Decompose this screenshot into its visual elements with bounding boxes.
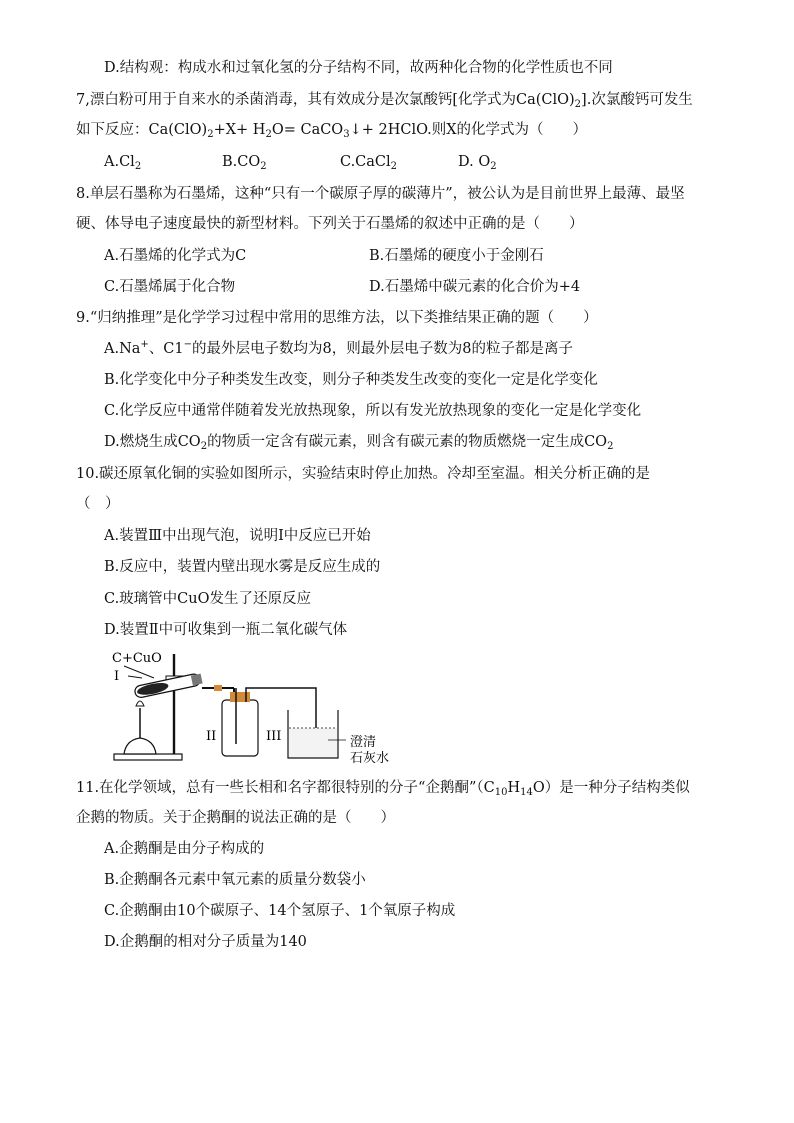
text: 硬、体导电子速度最快的新型材料。下列关于石墨烯的叙述中正确的是（ ） (76, 216, 584, 232)
text: D.燃烧生成CO (104, 434, 201, 450)
rubber-joint (214, 685, 222, 691)
q8-option-c: C.石墨烯属于化合物 (104, 279, 236, 295)
bottle-ii (222, 700, 258, 756)
limewater-label-1: 澄清 (350, 735, 377, 750)
sub: 2 (260, 161, 267, 172)
q10-stem-line1 (0, 464, 794, 484)
q7-option-a (104, 152, 222, 172)
text: A.装置Ⅲ中出现气泡，说明Ⅰ中反应已开始 (104, 528, 371, 544)
text: 的最外层电子数均为8，则最外层电子数为8的粒子都是离子 (192, 341, 573, 357)
text: A.Na (104, 341, 141, 357)
label-apparatus-i: I (114, 669, 120, 684)
text: ↓+ 2HClO.则X的化学式为（ ） (349, 122, 588, 138)
text: C.CaCl (340, 154, 391, 170)
text: 9.“归纳推理”是化学学习过程中常用的思维方法，以下类推结果正确的题（ ） (76, 310, 598, 326)
q10-option-d (0, 620, 794, 640)
q9-option-a (0, 339, 794, 359)
pointer-line (128, 676, 142, 678)
q10-option-a (0, 526, 794, 546)
text: D.装置Ⅱ中可收集到一瓶二氧化碳气体 (104, 622, 348, 638)
text: B.企鹅酮各元素中氧元素的质量分数袋小 (104, 872, 366, 888)
label-apparatus-ii: II (206, 729, 217, 744)
text: B.反应中，装置内壁出现水雾是反应生成的 (104, 559, 381, 575)
label-apparatus-iii: III (266, 729, 282, 744)
text: 7,漂白粉可用于自来水的杀菌消毒，其有效成分是次氯酸钙[化学式为Ca(ClO) (76, 92, 575, 108)
q7-stem-line2 (0, 120, 794, 140)
q11-option-d (0, 932, 794, 952)
sub: 2 (574, 99, 582, 110)
q9-option-c (0, 401, 794, 421)
q7-option-d (458, 152, 497, 172)
q8-options-row1 (0, 246, 794, 266)
q8-option-a: A.石墨烯的化学式为C (104, 248, 247, 264)
q6-option-d (0, 58, 794, 78)
q11-stem-line1 (0, 778, 794, 798)
text: O）是一种分子结构类似 (532, 780, 690, 796)
limewater (289, 728, 337, 757)
text: 的物质一定含有碳元素，则含有碳元素的物质燃烧一定生成CO (207, 434, 608, 450)
limewater-label-2: 石灰水 (350, 751, 390, 766)
sup: − (183, 339, 193, 350)
text: D.结构观：构成水和过氧化氢的分子结构不同，故两种化合物的化学性质也不同 (104, 60, 613, 76)
text: O= CaCO (271, 122, 344, 138)
text: 10.碳还原氧化铜的实验如图所示，实验结束时停止加热。冷却至室温。相关分析正确的是 (76, 466, 651, 482)
text: H (507, 780, 521, 796)
sub: 2 (207, 129, 214, 140)
q7-options (0, 152, 794, 172)
q8-option-b: B.石墨烯的硬度小于金刚石 (369, 248, 544, 264)
stand-base (114, 754, 182, 760)
sub: 10 (494, 787, 508, 798)
text: B.CO (222, 154, 261, 170)
q7-option-c (340, 152, 458, 172)
text: ].次氯酸钙可发生 (581, 92, 693, 108)
sup: + (140, 339, 149, 350)
text: +X+ H (213, 122, 266, 138)
alcohol-lamp (124, 738, 156, 754)
flame (136, 701, 144, 706)
text: C.玻璃管中CuO发生了还原反应 (104, 591, 312, 607)
text: D. O (458, 154, 491, 170)
sub: 2 (390, 161, 398, 172)
text: 、C1 (148, 341, 184, 357)
q11-option-a (0, 839, 794, 859)
sub: 2 (607, 441, 614, 452)
reagent-label: C+CuO (112, 651, 162, 666)
bottle-stopper (230, 692, 250, 702)
sub: 2 (490, 161, 497, 172)
q10-option-b (0, 557, 794, 577)
q9-option-b (0, 370, 794, 390)
q7-stem-line1 (0, 90, 794, 110)
q8-option-d: D.石墨烯中碳元素的化合价为+4 (369, 279, 581, 295)
text: B.化学变化中分子种类发生改变，则分子种类发生改变的变化一定是化学变化 (104, 372, 598, 388)
q8-stem-line2 (0, 214, 794, 234)
apparatus-diagram (106, 648, 426, 766)
text: 11.在化学领域，总有一些长相和名字都很特别的分子“企鹅酮”（C (76, 780, 495, 796)
q11-option-b (0, 870, 794, 890)
text: C.化学反应中通常伴随着发光放热现象，所以有发光放热现象的变化一定是化学变化 (104, 403, 642, 419)
text: （ ） (76, 496, 120, 512)
text: D.企鹅酮的相对分子质量为140 (104, 934, 307, 950)
text: A.企鹅酮是由分子构成的 (104, 841, 265, 857)
sub: 3 (343, 129, 350, 140)
text: 8.单层石墨称为石墨烯，这种“只有一个碳原子厚的碳薄片”，被公认为是目前世界上最薄、最坚 (76, 186, 685, 202)
q11-option-c (0, 901, 794, 921)
q8-stem-line1 (0, 184, 794, 204)
q7-option-b (222, 152, 340, 172)
text: 如下反应：Ca(ClO) (76, 122, 208, 138)
sub: 2 (200, 441, 208, 452)
q8-options-row2 (0, 277, 794, 297)
text: C.企鹅酮由10个碳原子、14个氢原子、1个氧原子构成 (104, 903, 456, 919)
sub: 14 (520, 787, 533, 798)
q9-option-d (0, 432, 794, 452)
q9-stem (0, 308, 794, 328)
q11-stem-line2 (0, 808, 794, 828)
text: A.Cl (104, 154, 135, 170)
sub: 2 (265, 129, 272, 140)
text: 企鹅的物质。关于企鹅酮的说法正确的是（ ） (76, 810, 395, 826)
q10-option-c (0, 589, 794, 609)
sub: 2 (134, 161, 142, 172)
q10-stem-line2 (0, 494, 794, 514)
